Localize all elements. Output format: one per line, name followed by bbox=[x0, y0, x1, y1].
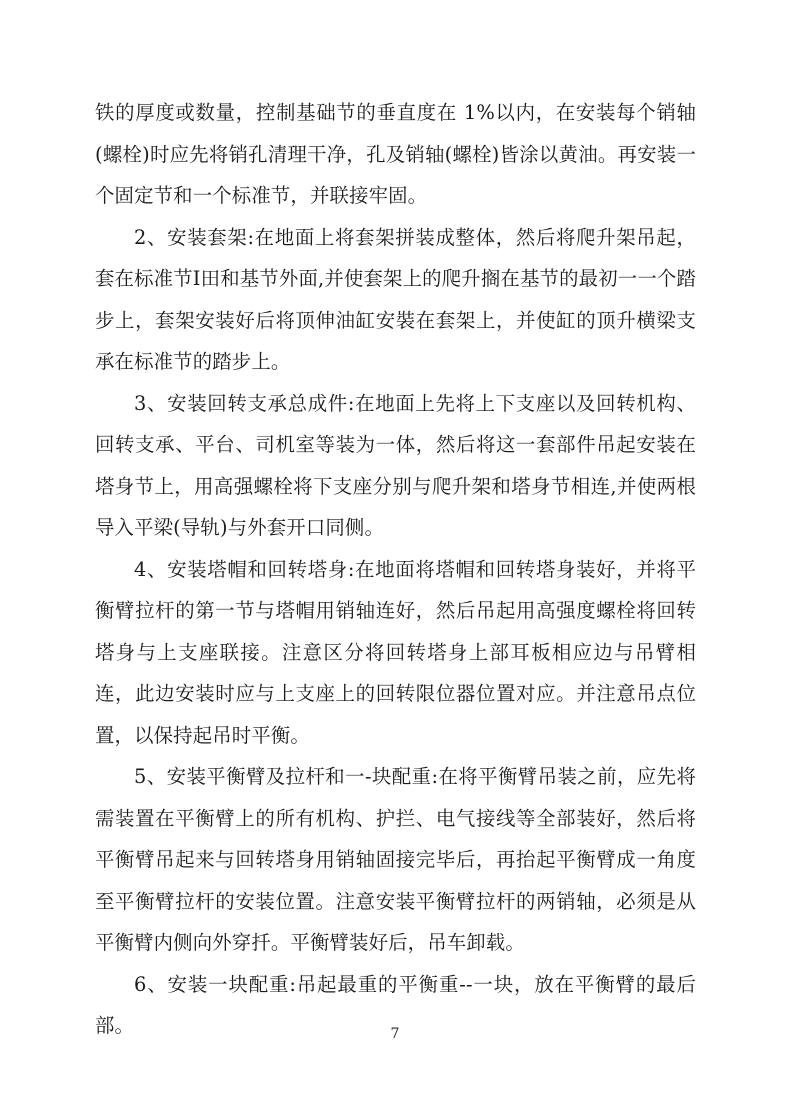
page-number: 7 bbox=[390, 1026, 400, 1042]
paragraph-item-6: 6、安装一块配重:吊起最重的平衡重--一块，放在平衡臂的最后部。 bbox=[95, 972, 696, 1037]
paragraph-item-3: 3、安装回转支承总成件:在地面上先将上下支座以及回转机构、回转支承、平台、司机室等装为一体，然后将这一套部件吊起安装在塔身节上，用高强螺栓将下支座分别与爬升架和塔身节相连,并使两根导入平梁(导轨)与外套开口同侧。 bbox=[95, 391, 696, 539]
paragraph-item-5: 5、安装平衡臂及拉杆和一-块配重:在将平衡臂吊装之前，应先将需装置在平衡臂上的所有机构、护拦、电气接线等全部装好，然后将平衡臂吊起来与回转塔身用销轴固接完毕后，再抬起平衡臂成一角度至平衡臂拉杆的安装位置。注意安装平衡臂拉杆的两销轴，必须是从平衡臂内侧向外穿扦。平衡臂装好后，吊车卸载。 bbox=[95, 765, 696, 954]
paragraph-item-4: 4、安装塔帽和回转塔身:在地面将塔帽和回转塔身装好，并将平衡臂拉杆的第一节与塔帽用销轴连好，然后吊起用高强度螺栓将回转塔身与上支座联接。注意区分将回转塔身上部耳板相应边与吊臂相连，此边安装时应与上支座上的回转限位器位置对应。并注意吊点位置，以保持起吊时平衡。 bbox=[95, 557, 696, 747]
document-body bbox=[95, 92, 696, 1047]
paragraph-item-2: 2、安装套架:在地面上将套架拼装成整体，然后将爬升架吊起，套在标准节Ⅰ田和基节外面,并使套架上的爬升搁在基节的最初一一个踏步上，套架安装好后将顶伸油缸安裝在套架上，并使缸的顶升横梁支承在标准节的踏步上。 bbox=[95, 225, 696, 373]
paragraph-continuation: 铁的厚度或数量，控制基础节的垂直度在 1%以内，在安装每个销轴(螺栓)时应先将销孔清理干净，孔及销轴(螺栓)皆涂以黄油。再安装一个固定节和一个标准节，并联接牢固。 bbox=[95, 101, 696, 207]
